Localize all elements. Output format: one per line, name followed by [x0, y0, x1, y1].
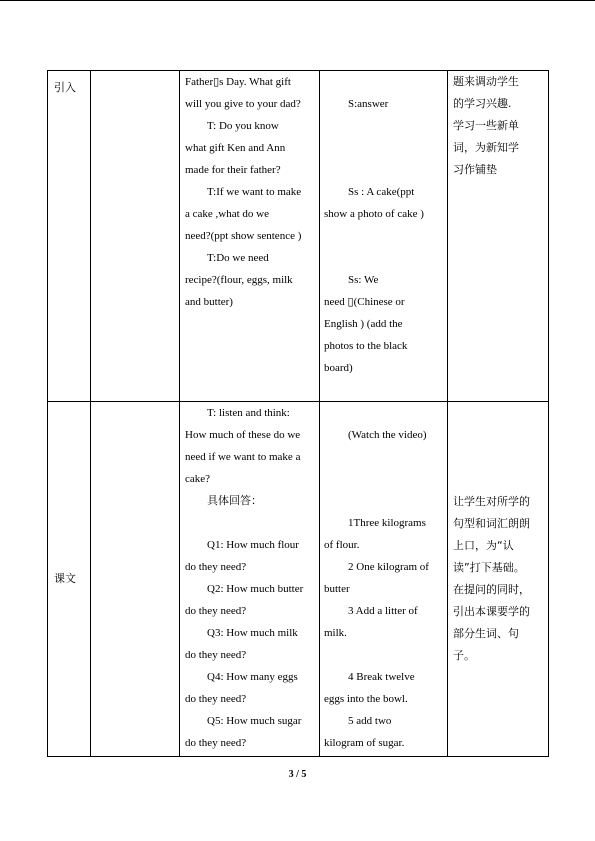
student-activity-cell: [320, 402, 448, 757]
teacher-line: do they need?: [185, 737, 247, 749]
student-line: [324, 490, 443, 512]
student-line: [324, 247, 443, 269]
section-label: 引入: [54, 81, 76, 94]
section-label-cell: [48, 71, 91, 402]
purpose-line: 习作铺垫: [453, 163, 497, 176]
teacher-line: and butter): [185, 296, 233, 308]
teacher-line: a cake ,what do we: [185, 208, 269, 220]
empty-cell: [91, 71, 180, 402]
teacher-line: How much of these do we: [185, 429, 301, 441]
purpose-line: 学习一些新单: [453, 119, 519, 132]
teacher-line: need?(ppt show sentence ): [185, 230, 302, 242]
purpose-line: 子。: [453, 649, 475, 662]
student-line: [324, 402, 443, 424]
student-line: [324, 159, 443, 181]
student-line: 2 One kilogram of: [348, 561, 429, 573]
student-line: show a photo of cake ): [324, 208, 424, 220]
teacher-line: will you give to your dad?: [185, 98, 301, 110]
teacher-line: T: Do you know: [207, 120, 279, 132]
teacher-line: [185, 512, 315, 534]
teacher-line: do they need?: [185, 693, 247, 705]
page-top-rule: [0, 0, 595, 1]
empty-cell: [91, 402, 180, 757]
student-line: Ss : A cake(ppt: [348, 186, 415, 198]
student-line: eggs into the bowl.: [324, 693, 408, 705]
teacher-line: do they need?: [185, 605, 247, 617]
teacher-line: 具体回答：: [207, 494, 262, 507]
purpose-line: 上口，为“认: [453, 539, 514, 552]
student-line: [324, 446, 443, 468]
teacher-line: Q2: How much butter: [207, 583, 304, 595]
teacher-activity-cell: [180, 402, 320, 757]
section-label-cell: [48, 402, 91, 757]
student-line: [324, 71, 443, 93]
purpose-line: 题来调动学生: [453, 75, 519, 88]
teacher-line: Father▯s Day. What gift: [185, 76, 291, 88]
teacher-line: do they need?: [185, 561, 247, 573]
student-line: 3 Add a litter of: [348, 605, 418, 617]
student-line: [324, 137, 443, 159]
teacher-line: recipe?(flour, eggs, milk: [185, 274, 293, 286]
table-row: [48, 402, 549, 757]
purpose-line: 的学习兴趣.: [453, 97, 512, 110]
student-line: kilogram of sugar.: [324, 737, 405, 749]
student-line: butter: [324, 583, 350, 595]
lesson-plan-table: [47, 70, 549, 757]
teacher-line: what gift Ken and Ann: [185, 142, 286, 154]
student-line: need ▯(Chinese or: [324, 296, 405, 308]
student-activity-cell: [320, 71, 448, 402]
student-line: of flour.: [324, 539, 360, 551]
student-line: English ) (add the: [324, 318, 403, 330]
purpose-line: 部分生词、句: [453, 627, 519, 640]
teacher-line: do they need?: [185, 649, 247, 661]
teacher-activity-cell: [180, 71, 320, 402]
student-line: [324, 644, 443, 666]
purpose-line: 在提问的同时，: [453, 583, 530, 596]
purpose-line: 词，为新知学: [453, 141, 519, 154]
student-line: 5 add two: [348, 715, 392, 727]
teacher-line: T:If we want to make: [207, 186, 302, 198]
purpose-line: 读”打下基础。: [453, 561, 525, 574]
section-label: 课文: [54, 572, 76, 585]
teacher-line: T:Do we need: [207, 252, 269, 264]
purpose-line: 引出本课要学的: [453, 605, 530, 618]
purpose-line: 句型和词汇朗朗: [453, 517, 530, 530]
teacher-line: Q1: How much flour: [207, 539, 299, 551]
student-line: Ss: We: [348, 274, 379, 286]
student-line: [324, 468, 443, 490]
teacher-line: T: listen and think:: [207, 407, 290, 419]
table-row: [48, 71, 549, 402]
student-line: milk.: [324, 627, 347, 639]
design-purpose-cell: [448, 402, 549, 757]
student-line: board): [324, 362, 353, 374]
teacher-line: cake?: [185, 473, 211, 485]
purpose-line: 让学生对所学的: [453, 495, 530, 508]
student-line: photos to the black: [324, 340, 408, 352]
student-line: S:answer: [348, 98, 389, 110]
teacher-line: need if we want to make a: [185, 451, 301, 463]
teacher-line: Q5: How much sugar: [207, 715, 302, 727]
student-line: [324, 225, 443, 247]
teacher-line: made for their father?: [185, 164, 281, 176]
teacher-line: Q3: How much milk: [207, 627, 298, 639]
teacher-line: Q4: How many eggs: [207, 671, 298, 683]
design-purpose-cell: [448, 71, 549, 402]
page-number: 3 / 5: [288, 769, 307, 780]
student-line: (Watch the video): [348, 429, 427, 441]
student-line: [324, 115, 443, 137]
student-line: 1Three kilograms: [348, 517, 426, 529]
student-line: 4 Break twelve: [348, 671, 415, 683]
